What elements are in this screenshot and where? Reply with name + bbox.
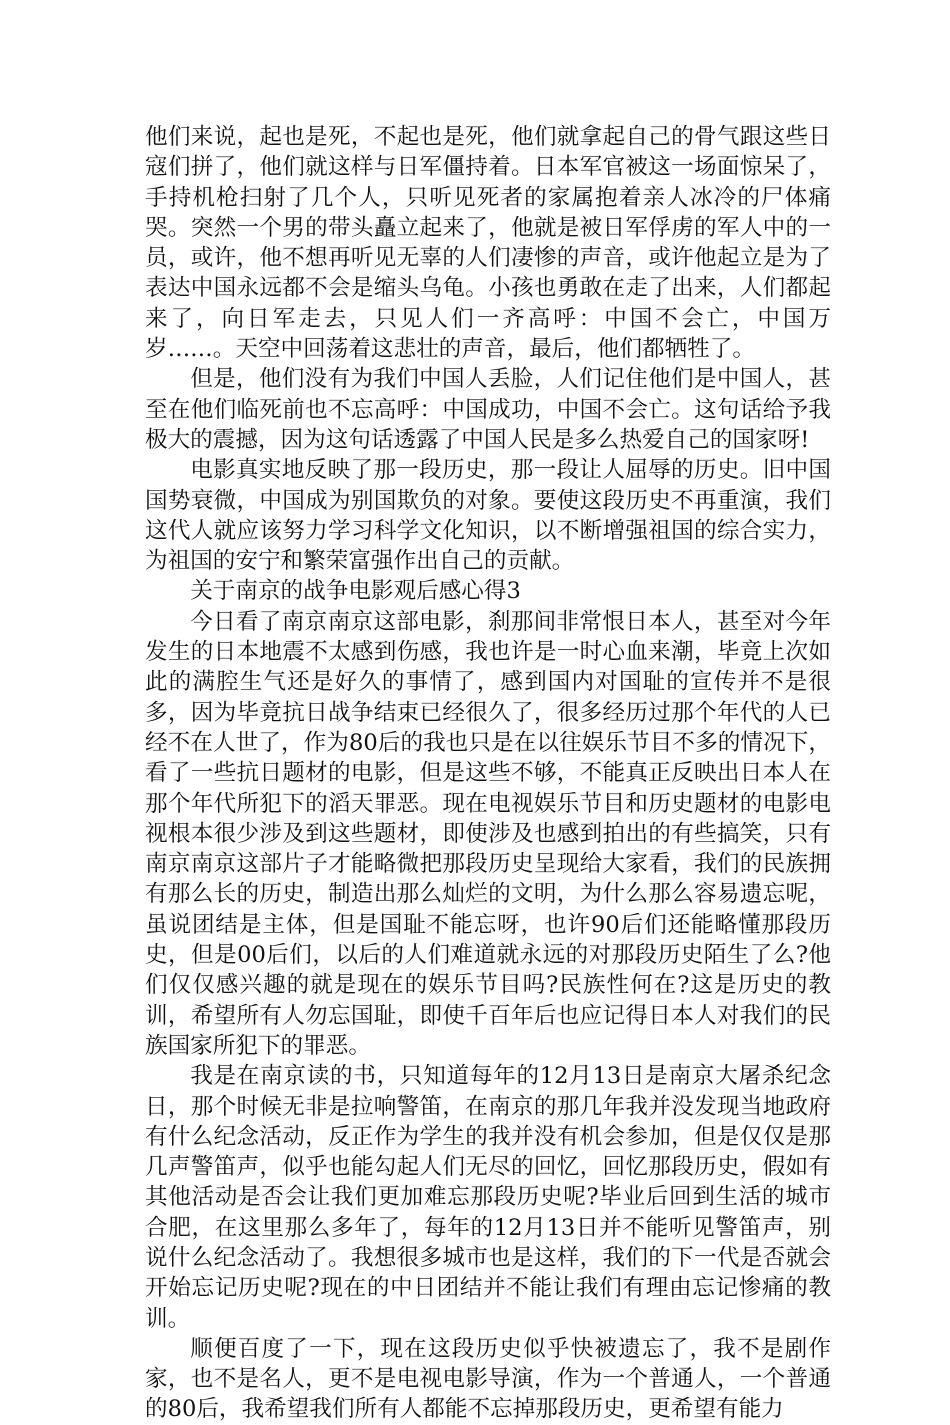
- paragraph: 今日看了南京南京这部电影，刹那间非常恨日本人，甚至对今年发生的日本地震不太感到伤感，我也许是一时心血来潮，毕竟上次如此的满腔生气还是好久的事情了，感到国内对国耻的宣传并不是很多，因为毕竟抗日战争结束已经很久了，很多经历过那个年代的人已经不在人世了，作为80后的我也只是在以往娱乐节目不多的情况下，看了一些抗日题材的电影，但是这些不够，不能真正反映出日本人在那个年代所犯下的滔天罪恶。现在电视娱乐节目和历史题材的电影电视根本很少涉及到这些题材，即使涉及也感到拍出的有些搞笑，只有南京南京这部片子才能略微把那段历史呈现给大家看，我们的民族拥有那么长的历史，制造出那么灿烂的文明，为什么那么容易遗忘呢，虽说团结是主体，但是国耻不能忘呀，也许90后们还能略懂那段历史，但是00后们，以后的人们难道就永远的对那段历史陌生了么?他们仅仅感兴趣的就是现在的娱乐节目吗?民族性何在?这是历史的教训，希望所有人勿忘国耻，即使千百年后也应记得日本人对我们的民族国家所犯下的罪恶。: [145, 608, 831, 1059]
- paragraph: 但是，他们没有为我们中国人丢脸，人们记住他们是中国人，甚至在他们临死前也不忘高呼：中国成功，中国不会亡。这句话给予我极大的震撼，因为这句话透露了中国人民是多么热爱自己的国家呀!: [145, 366, 831, 453]
- section-heading: 关于南京的战争电影观后感心得3: [190, 578, 521, 605]
- paragraph: 顺便百度了一下，现在这段历史似乎快被遗忘了，我不是剧作家，也不是名人，更不是电视电影导演，作为一个普通人，一个普通的80后，我希望我们所有人都能不忘掉那段历史，更希望有能力: [145, 1335, 831, 1423]
- paragraph: 我是在南京读的书，只知道每年的12月13日是南京大屠杀纪念日，那个时候无非是拉响警笛，在南京的那几年我并没发现当地政府有什么纪念活动，反正作为学生的我并没有机会参加，但是仅仅是那几声警笛声，似乎也能勾起人们无尽的回忆，回忆那段历史，假如有其他活动是否会让我们更加难忘那段历史呢?毕业后回到生活的城市合肥，在这里那么多年了，每年的12月13日并不能听见警笛声，别说什么纪念活动了。我想很多城市也是这样，我们的下一代是否就会开始忘记历史呢?现在的中日团结并不能让我们有理由忘记惨痛的教训。: [145, 1063, 831, 1332]
- paragraph-continued: 他们来说，起也是死，不起也是死，他们就拿起自己的骨气跟这些日寇们拼了，他们就这样与日军僵持着。日本军官被这一场面惊呆了，手持机枪扫射了几个人，只听见死者的家属抱着亲人冰冷的尸体痛哭。突然一个男的带头矗立起来了，他就是被日军俘虏的军人中的一员，或许，他不想再听见无辜的人们凄惨的声音，或许他起立是为了表达中国永远都不会是缩头乌龟。小孩也勇敢在走了出来，人们都起来了，向日军走去，只见人们一齐高呼：中国不会亡，中国万岁……。天空中回荡着这悲壮的声音，最后，他们都牺牲了。: [145, 124, 831, 363]
- document-page: [145, 122, 831, 1425]
- paragraph: 电影真实地反映了那一段历史，那一段让人屈辱的历史。旧中国国势衰微，中国成为别国欺负的对象。要使这段历史不再重演，我们这代人就应该努力学习科学文化知识，以不断增强祖国的综合实力，为祖国的安宁和繁荣富强作出自己的贡献。: [145, 457, 831, 575]
